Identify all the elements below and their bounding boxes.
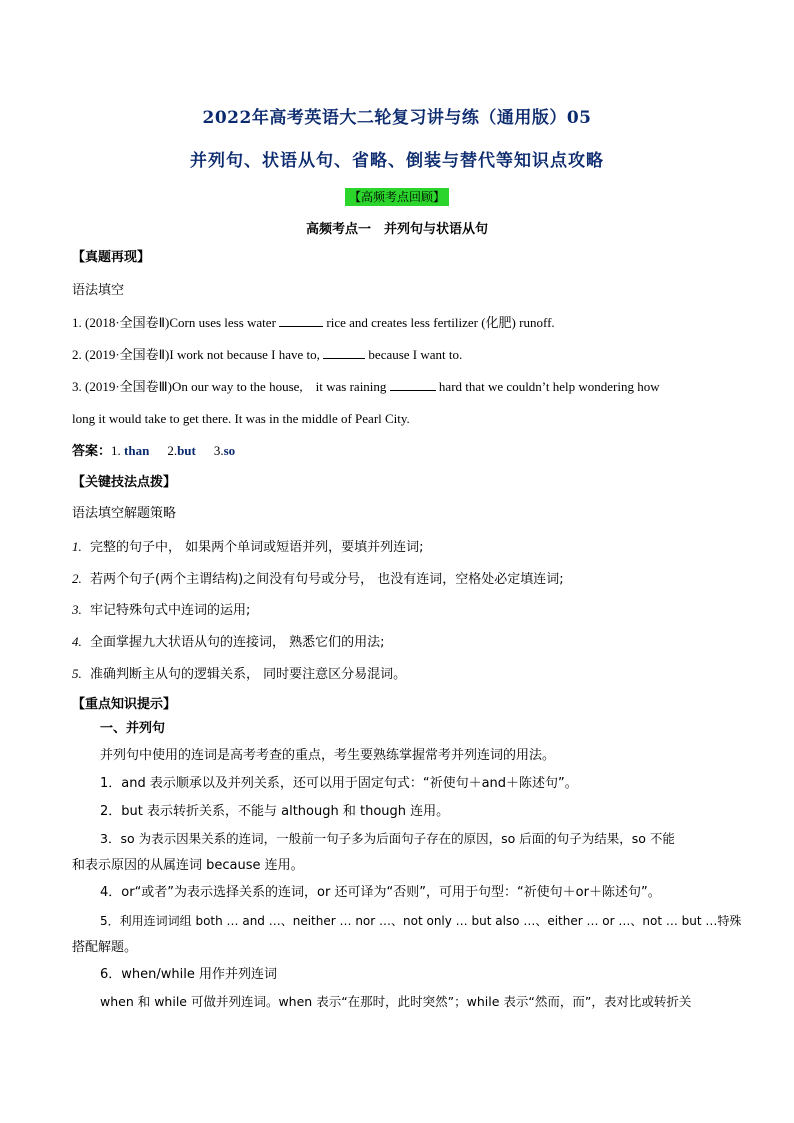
answer-1-num: 1. xyxy=(111,443,125,458)
strategy-num: 1. xyxy=(72,539,82,554)
paragraph: 4．or“或者”为表示选择关系的连词，or 还可译为“否则”，可用于句型：“祈使句＋or＋陈述句”。 xyxy=(100,885,661,900)
question-2-text-b: because I want to. xyxy=(365,347,463,362)
question-1-text-a: 1. (2018·全国卷Ⅱ)Corn uses less water xyxy=(72,315,280,330)
zhenti-label: 【真题再现】 xyxy=(72,250,151,265)
paragraph: 2．but 表示转折关系，不能与 although 和 though 连用。 xyxy=(100,804,450,819)
strategy-item xyxy=(72,570,564,589)
paragraph: 1．and 表示顺承以及并列关系，还可以用于固定句式：“祈使句＋and＋陈述句”。 xyxy=(100,776,578,791)
paragraph: 和表示原因的从属连词 because 连用。 xyxy=(72,858,304,873)
answer-3-num: 3. xyxy=(213,443,224,458)
jiqiao-sub: 语法填空解题策略 xyxy=(72,506,177,521)
strategy-num: 5. xyxy=(72,666,82,681)
answer-row xyxy=(72,442,235,461)
badge-row xyxy=(0,186,794,206)
paragraph: 3．so 为表示因果关系的连词，一般前一句子多为后面句子存在的原因，so 后面的句子为结果，so 不能 xyxy=(100,831,675,846)
answer-1: than xyxy=(124,443,150,458)
section-badge: 【高频考点回顾】 xyxy=(345,188,449,206)
strategy-item xyxy=(72,633,385,652)
strategy-num: 3. xyxy=(72,602,82,617)
document-subtitle: 并列句、状语从句、省略、倒装与替代等知识点攻略 xyxy=(190,151,604,171)
answer-label: 答案： xyxy=(72,444,112,459)
topic-heading: 高频考点一 并列句与状语从句 xyxy=(305,222,488,237)
strategy-text: 完整的句子中， 如果两个单词或短语并列，要填并列连词; xyxy=(90,540,424,555)
question-3-continued: long it would take to get there. It was in the middle of Pearl City. xyxy=(72,411,410,426)
answer-3: so xyxy=(223,443,236,458)
strategy-item xyxy=(72,665,406,684)
strategy-text: 若两个句子(两个主谓结构)之间没有句号或分号， 也没有连词，空格处必定填连词; xyxy=(90,572,564,587)
strategy-num: 4. xyxy=(72,634,82,649)
paragraph: when 和 while 可做并列连词。when 表示“在那时，此时突然”；while 表示“然而，而”，表对比或转折关 xyxy=(100,994,692,1009)
strategy-item xyxy=(72,601,250,620)
answer-2: but xyxy=(177,443,196,458)
paragraph: 5．利用连词词组 both … and …、neither … nor …、not only … but also …、either … or …、not … but …特殊 xyxy=(100,914,742,928)
document-title: 2022年高考英语大二轮复习讲与练（通用版）05 xyxy=(202,108,592,128)
zhenti-sub: 语法填空 xyxy=(72,283,125,298)
strategy-text: 准确判断主从句的逻辑关系， 同时要注意区分易混词。 xyxy=(90,667,407,682)
section-bingliejv: 一、并列句 xyxy=(100,721,166,736)
strategy-item xyxy=(72,538,424,557)
jiqiao-label: 【关键技法点拨】 xyxy=(72,475,177,490)
question-2-text-a: 2. (2019·全国卷Ⅱ)I work not because I have to, xyxy=(72,347,324,362)
strategy-text: 全面掌握九大状语从句的连接词， 熟悉它们的用法; xyxy=(90,635,385,650)
question-1-text-b: rice and creates less fertilizer (化肥) runoff. xyxy=(323,315,555,330)
question-2 xyxy=(72,346,462,364)
question-3-text-a: 3. (2019·全国卷Ⅲ)On our way to the house, it was raining xyxy=(72,379,390,394)
answer-blank-3[interactable] xyxy=(390,378,436,391)
paragraph: 搭配解题。 xyxy=(72,940,138,955)
answer-blank-1[interactable] xyxy=(279,314,323,327)
paragraph: 并列句中使用的连词是高考考查的重点，考生要熟练掌握常考并列连词的用法。 xyxy=(100,748,556,763)
strategy-num: 2. xyxy=(72,571,82,586)
question-3 xyxy=(72,378,660,396)
strategy-text: 牢记特殊句式中连词的运用; xyxy=(90,603,251,618)
answer-2-num: 2. xyxy=(167,443,178,458)
paragraph: 6．when/while 用作并列连词 xyxy=(100,967,277,982)
answer-blank-2[interactable] xyxy=(323,346,365,359)
question-1 xyxy=(72,314,555,332)
question-3-text-b: hard that we couldn’t help wondering how xyxy=(435,379,660,394)
zhishi-label: 【重点知识提示】 xyxy=(72,697,177,712)
